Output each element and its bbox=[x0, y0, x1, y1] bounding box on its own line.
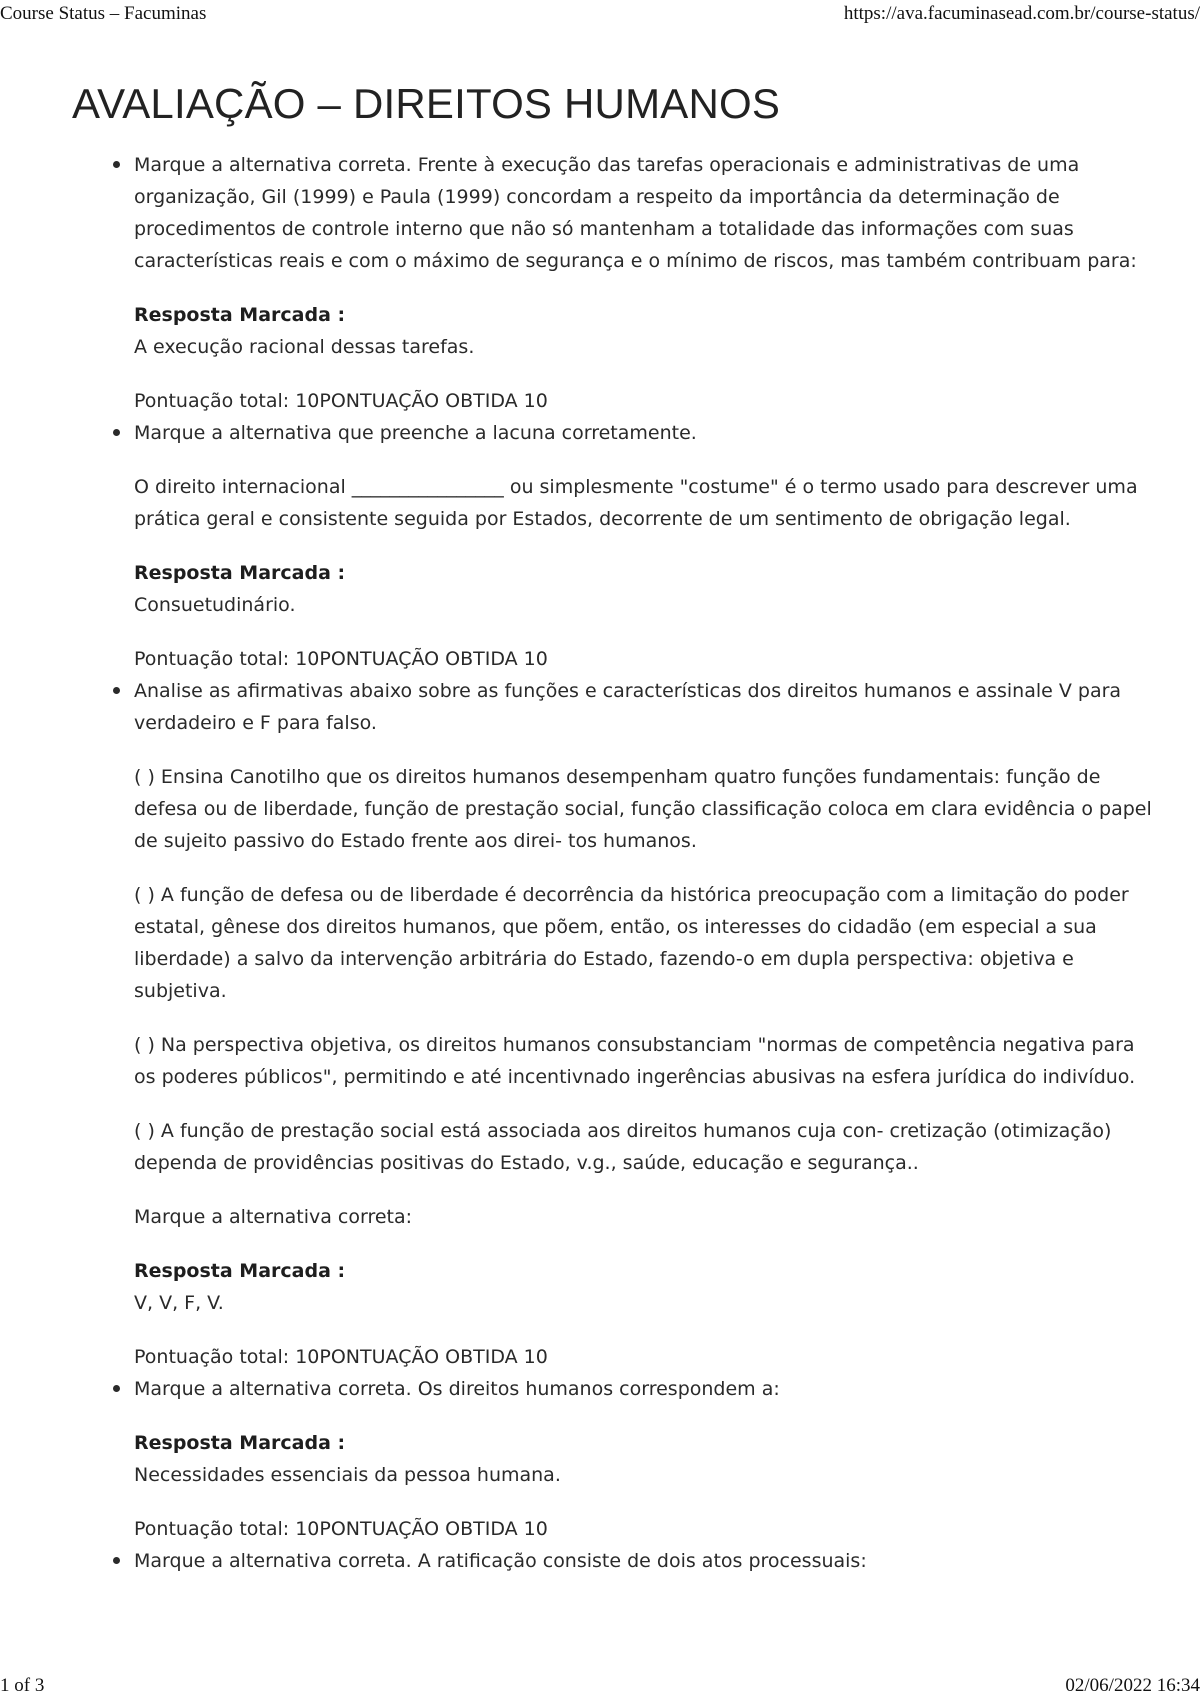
question-list bbox=[110, 149, 1160, 1577]
score-line: Pontuação total: 10PONTUAÇÃO OBTIDA 10 bbox=[134, 390, 548, 412]
score-line: Pontuação total: 10PONTUAÇÃO OBTIDA 10 bbox=[134, 1346, 548, 1368]
bullet-icon bbox=[113, 429, 120, 436]
question-text: Analise as afirmativas abaixo sobre as funções e características dos direitos humanos e assinale V para verdadeiro e F para falso. bbox=[134, 680, 1122, 734]
bullet-icon bbox=[113, 687, 120, 694]
page-title: AVALIAÇÃO – DIREITOS HUMANOS bbox=[72, 80, 781, 127]
question-text: Marque a alternativa correta. A ratificação consiste de dois atos processuais: bbox=[134, 1550, 867, 1572]
question-instruction: Marque a alternativa correta: bbox=[134, 1206, 413, 1228]
marked-answer: Necessidades essenciais da pessoa humana. bbox=[134, 1464, 561, 1486]
question-item bbox=[110, 675, 1160, 1373]
marked-answer: A execução racional dessas tarefas. bbox=[134, 336, 475, 358]
answer-label: Resposta Marcada : bbox=[134, 562, 346, 584]
print-url: https://ava.facuminasead.com.br/course-status/ bbox=[843, 3, 1200, 24]
answer-label: Resposta Marcada : bbox=[134, 304, 346, 326]
question-item bbox=[110, 417, 1160, 675]
question-item bbox=[110, 1545, 1160, 1577]
print-header bbox=[0, 4, 1200, 26]
statement-1: ( ) Ensina Canotilho que os direitos humanos desempenham quatro funções fundamentais: função de defesa ou de liberdade, função de prestação social, função classificação coloca em clara evidência o papel de sujeito passivo do Estado frente aos direi- tos humanos. bbox=[134, 766, 1152, 852]
marked-answer: Consuetudinário. bbox=[134, 594, 296, 616]
print-datetime: 02/06/2022 16:34 bbox=[1065, 1675, 1200, 1696]
bullet-icon bbox=[113, 1557, 120, 1564]
answer-label: Resposta Marcada : bbox=[134, 1260, 346, 1282]
statement-4: ( ) A função de prestação social está associada aos direitos humanos cuja con- cretização (otimização) dependa de providências positivas do Estado, v.g., saúde, educação e segurança.. bbox=[134, 1120, 1112, 1174]
bullet-icon bbox=[113, 161, 120, 168]
bullet-icon bbox=[113, 1385, 120, 1392]
question-text: Marque a alternativa correta. Os direitos humanos correspondem a: bbox=[134, 1378, 780, 1400]
score-line: Pontuação total: 10PONTUAÇÃO OBTIDA 10 bbox=[134, 648, 548, 670]
answer-label: Resposta Marcada : bbox=[134, 1432, 346, 1454]
question-text: Marque a alternativa que preenche a lacuna corretamente. bbox=[134, 422, 697, 444]
score-line: Pontuação total: 10PONTUAÇÃO OBTIDA 10 bbox=[134, 1518, 548, 1540]
statement-3: ( ) Na perspectiva objetiva, os direitos humanos consubstanciam "normas de competência negativa para os poderes públicos", permitindo e até incentivnado ingerências abusivas na esfera jurídica do indivíduo. bbox=[134, 1034, 1136, 1088]
question-paragraph: O direito internacional ________________ ou simplesmente "costume" é o termo usado para descrever uma prática geral e consistente seguida por Estados, decorrente de um sentimento de obrigação legal. bbox=[134, 476, 1138, 530]
statement-2: ( ) A função de defesa ou de liberdade é decorrência da histórica preocupação com a limitação do poder estatal, gênese dos direitos humanos, que põem, então, os interesses do cidadão (em especial a sua liberdade) a salvo da intervenção arbitrária do Estado, fazendo-o em dupla perspectiva: objetiva e subjetiva. bbox=[134, 884, 1129, 1002]
page-number: 1 of 3 bbox=[0, 1675, 45, 1696]
print-footer bbox=[0, 1676, 1200, 1698]
question-text: Marque a alternativa correta. Frente à execução das tarefas operacionais e administrativas de uma organização, Gil (1999) e Paula (1999) concordam a respeito da importância da determinação de procedimentos de controle interno que não só mantenham a totalidade das informações com suas características reais e com o máximo de segurança e o mínimo de riscos, mas também contribuam para: bbox=[134, 154, 1137, 272]
question-item bbox=[110, 149, 1160, 417]
print-page-title: Course Status – Facuminas bbox=[0, 3, 207, 24]
marked-answer: V, V, F, V. bbox=[134, 1292, 224, 1314]
question-item bbox=[110, 1373, 1160, 1545]
